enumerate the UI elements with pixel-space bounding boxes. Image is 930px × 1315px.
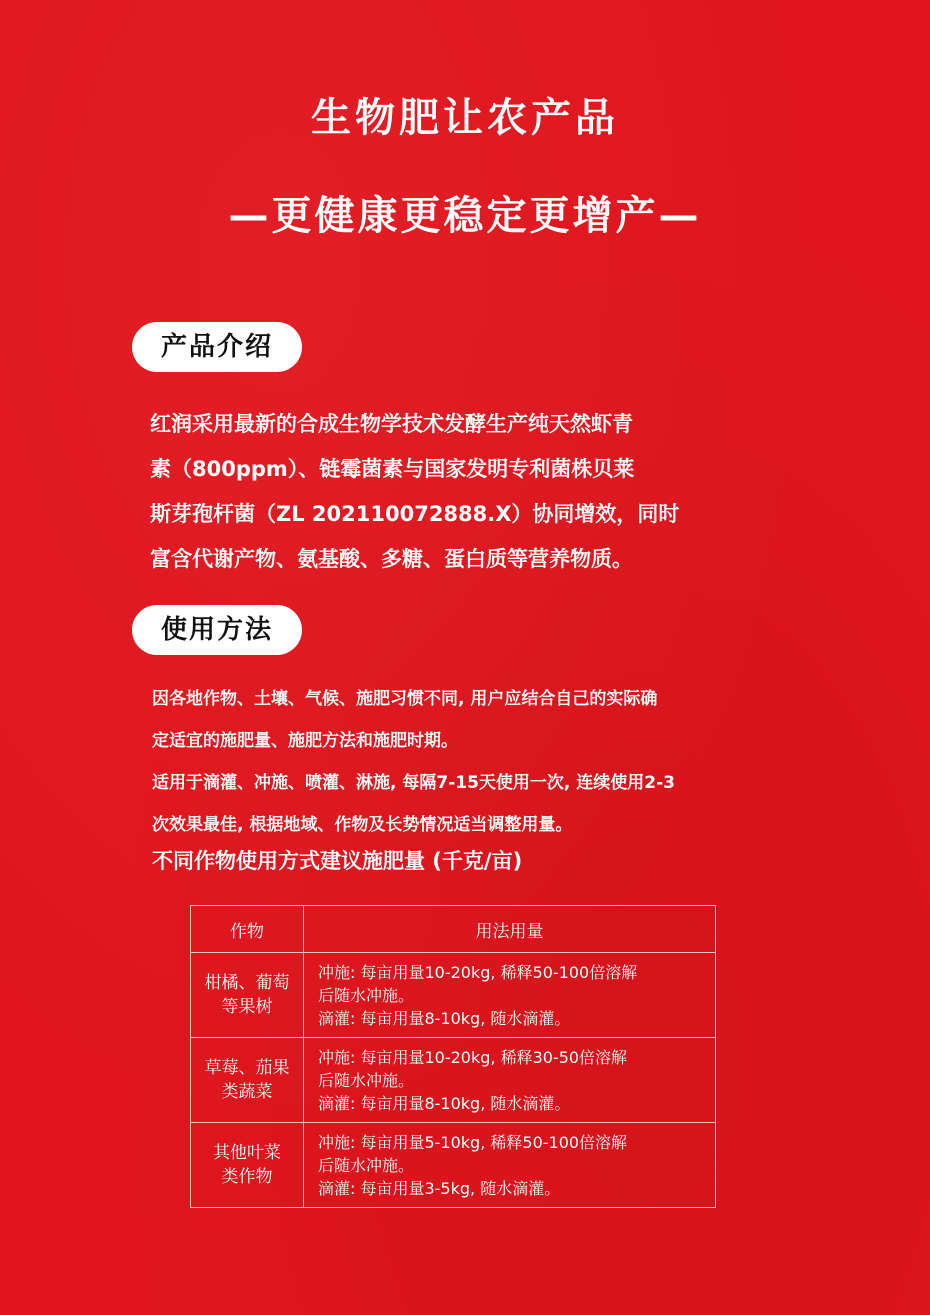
usage-cell-line: 冲施: 每亩用量10-20kg, 稀释30-50倍溶解 [318,1047,628,1067]
crop-line: 类作物 [221,1167,273,1187]
crop-line: 草莓、茄果 [204,1058,290,1078]
usage-cell-line: 冲施: 每亩用量10-20kg, 稀释50-100倍溶解 [318,962,638,982]
application-rate-table [190,905,716,1208]
intro-line: 斯芽孢杆菌（ZL 202110072888.X）协同增效，同时 [150,502,680,526]
usage-cell [304,1038,716,1123]
crop-line: 柑橘、葡萄 [204,973,290,993]
usage-line: 适用于滴灌、冲施、喷灌、淋施, 每隔7-15天使用一次, 连续使用2-3 [152,773,676,793]
usage-cell-line: 冲施: 每亩用量5-10kg, 稀释50-100倍溶解 [318,1132,628,1152]
section-heading-usage: 使用方法 [132,605,302,655]
usage-cell-line: 滴灌: 每亩用量8-10kg, 随水滴灌。 [318,1008,571,1028]
table-row [191,953,716,1038]
usage-paragraph [152,678,792,846]
section-heading-intro: 产品介绍 [132,322,302,372]
intro-line: 红润采用最新的合成生物学技术发酵生产纯天然虾青 [150,412,633,436]
usage-cell-line: 滴灌: 每亩用量8-10kg, 随水滴灌。 [318,1093,571,1113]
usage-cell-line: 后随水冲施。 [318,1070,415,1090]
crop-cell [191,953,304,1038]
crop-cell [191,1038,304,1123]
usage-cell-line: 滴灌: 每亩用量3-5kg, 随水滴灌。 [318,1178,561,1198]
table-header-row [191,906,716,953]
table-row [191,1123,716,1208]
table-row [191,1038,716,1123]
page-subtitle: —更健康更稳定更增产— [228,193,702,239]
intro-paragraph [150,402,780,582]
table-title: 不同作物使用方式建议施肥量 (千克/亩) [152,849,523,873]
usage-cell-line: 后随水冲施。 [318,985,415,1005]
intro-line: 富含代谢产物、氨基酸、多糖、蛋白质等营养物质。 [150,547,633,571]
usage-line: 次效果最佳, 根据地域、作物及长势情况适当调整用量。 [152,815,573,835]
usage-cell [304,953,716,1038]
usage-cell-line: 后随水冲施。 [318,1155,415,1175]
column-header-usage: 用法用量 [304,906,716,953]
crop-line: 等果树 [221,997,273,1017]
usage-line: 定适宜的施肥量、施肥方法和施肥时期。 [152,731,458,751]
crop-line: 其他叶菜 [213,1143,281,1163]
usage-cell [304,1123,716,1208]
column-header-crop: 作物 [191,906,304,953]
usage-line: 因各地作物、土壤、气候、施肥习惯不同, 用户应结合自己的实际确 [152,689,658,709]
crop-line: 类蔬菜 [221,1082,273,1102]
intro-line: 素（800ppm）、链霉菌素与国家发明专利菌株贝莱 [150,457,635,481]
crop-cell [191,1123,304,1208]
page-title: 生物肥让农产品 [311,95,619,141]
